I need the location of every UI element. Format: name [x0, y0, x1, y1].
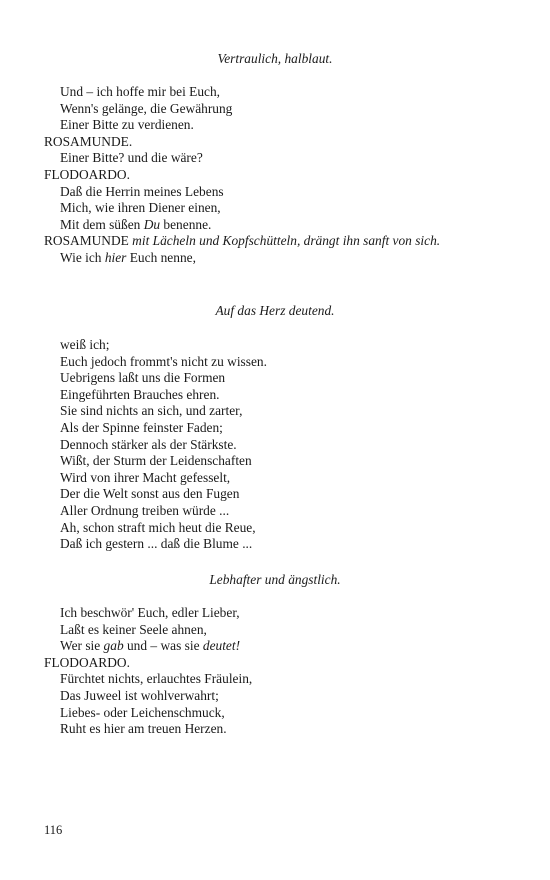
- verse-line: [44, 117, 484, 134]
- line-text: Euch nenne,: [126, 249, 196, 265]
- line-text: FLODOARDO.: [44, 166, 130, 182]
- dialogue-block-3: [44, 605, 484, 738]
- line-text: Mich, wie ihren Diener einen,: [60, 200, 221, 216]
- verse-line: [44, 84, 484, 101]
- line-text: Sie sind nichts an sich, und zarter,: [60, 403, 243, 419]
- stage-direction-3: Lebhafter und ängstlich.: [209, 572, 341, 587]
- line-text: Ruht es hier am treuen Herzen.: [60, 721, 227, 737]
- verse-line: [44, 403, 484, 420]
- emphasis-text: gab: [103, 638, 124, 654]
- dialogue-block-2: [44, 337, 484, 553]
- verse-line: [44, 437, 484, 454]
- verse-line: [44, 200, 484, 217]
- stage-direction-1: Vertraulich, halblaut.: [217, 51, 333, 66]
- verse-line: [44, 150, 484, 167]
- line-text: Wer sie: [60, 638, 104, 654]
- verse-line: [44, 470, 484, 487]
- verse-line: [44, 184, 484, 201]
- page-number: 116: [44, 823, 63, 837]
- line-text: Liebes- oder Leichenschmuck,: [60, 704, 225, 720]
- verse-line: [44, 721, 484, 738]
- line-text: Ich beschwör' Euch, edler Lieber,: [60, 605, 240, 620]
- verse-line: [44, 536, 484, 553]
- line-text: Einer Bitte zu verdienen.: [60, 117, 194, 133]
- line-text: Dennoch stärker als der Stärkste.: [60, 436, 237, 452]
- line-text: Eingeführten Brauches ehren.: [60, 386, 220, 402]
- verse-line: [44, 387, 484, 404]
- speaker-line: [44, 134, 484, 151]
- verse-line: [44, 705, 484, 722]
- line-text: Daß die Herrin meines Lebens: [60, 183, 224, 199]
- line-text: Wird von ihrer Macht gefesselt,: [60, 469, 231, 485]
- line-text: Wie ich: [60, 249, 105, 265]
- line-text: Uebrigens laßt uns die Formen: [60, 370, 226, 386]
- verse-line: [44, 622, 484, 639]
- line-text: Einer Bitte? und die wäre?: [60, 150, 203, 166]
- speaker-line: [44, 167, 484, 184]
- line-text: Wißt, der Sturm der Leidenschaften: [60, 453, 252, 469]
- line-text: Ah, schon straft mich heut die Reue,: [60, 519, 256, 535]
- emphasis-text: deutet!: [202, 638, 241, 654]
- line-text: benenne.: [160, 216, 212, 232]
- verse-line: [44, 503, 484, 520]
- stage-direction-2: Auf das Herz deutend.: [215, 303, 335, 318]
- verse-line: [44, 250, 484, 267]
- dialogue-block-1: [44, 84, 484, 267]
- verse-line: [44, 420, 484, 437]
- verse-line: [44, 101, 484, 118]
- line-text: Mit dem süßen: [60, 216, 144, 232]
- line-text: Das Juweel ist wohlverwahrt;: [60, 687, 219, 703]
- verse-line: [44, 486, 484, 503]
- line-text: ROSAMUNDE: [44, 233, 133, 249]
- emphasis-text: mit Lächeln und Kopfschütteln, drängt ihn sanft von sich.: [132, 233, 441, 249]
- line-text: Wenn's gelänge, die Gewährung: [60, 100, 233, 116]
- speaker-line: [44, 233, 484, 250]
- speaker-line: [44, 655, 484, 672]
- line-text: Fürchtet nichts, erlauchtes Fräulein,: [60, 671, 253, 687]
- verse-line: [44, 688, 484, 705]
- line-text: FLODOARDO.: [44, 654, 130, 670]
- line-text: Daß ich gestern ... daß die Blume ...: [60, 536, 253, 552]
- line-text: Euch jedoch frommt's nicht zu wissen.: [60, 353, 267, 369]
- line-text: Als der Spinne feinster Faden;: [60, 419, 223, 435]
- line-text: Laßt es keiner Seele ahnen,: [60, 621, 207, 637]
- verse-line: [44, 605, 484, 622]
- line-text: Der die Welt sonst aus den Fugen: [60, 486, 240, 502]
- line-text: und – was sie: [123, 638, 203, 654]
- verse-line: [44, 520, 484, 537]
- line-text: ROSAMUNDE.: [44, 133, 133, 149]
- verse-line: [44, 217, 484, 234]
- verse-line: [44, 671, 484, 688]
- verse-line: [44, 337, 484, 354]
- verse-line: [44, 354, 484, 371]
- line-text: Aller Ordnung treiben würde ...: [60, 502, 230, 518]
- verse-line: [44, 370, 484, 387]
- line-text: Und – ich hoffe mir bei Euch,: [60, 84, 221, 99]
- emphasis-text: hier: [104, 249, 127, 265]
- line-text: weiß ich;: [60, 337, 110, 352]
- verse-line: [44, 453, 484, 470]
- emphasis-text: Du: [143, 216, 161, 232]
- verse-line: [44, 638, 484, 655]
